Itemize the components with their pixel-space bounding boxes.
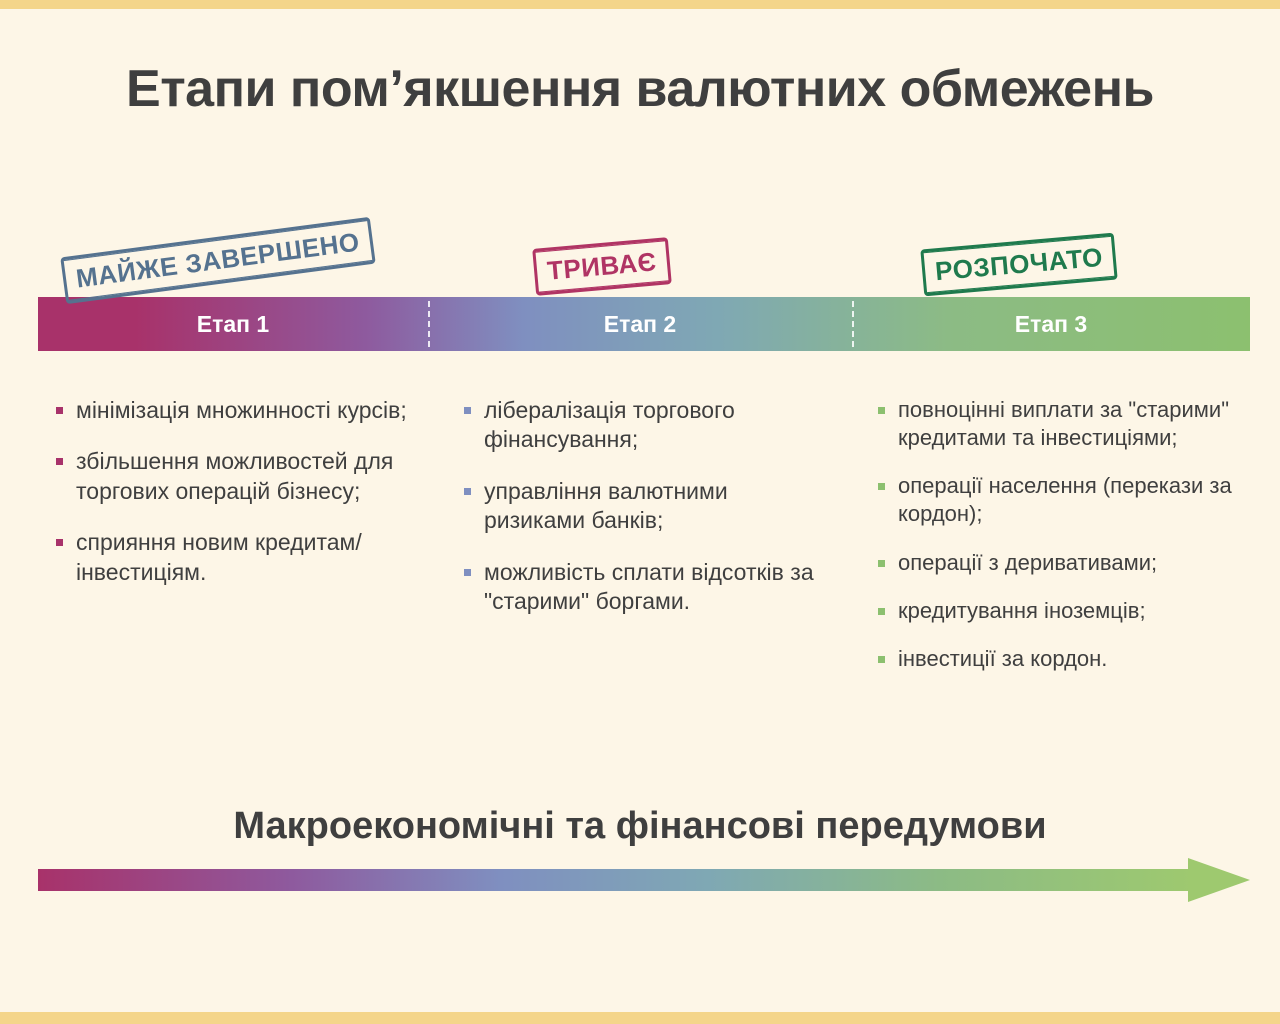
list-item: операції з деривативами; [872,549,1254,577]
bottom-decorative-band [0,1012,1280,1024]
stage-1-column [50,396,410,609]
list-item: управління валютними ризиками банків; [458,477,830,536]
status-badge-stage-1-label: МАЙЖЕ ЗАВЕРШЕНО [64,220,372,301]
status-badge-stage-1 [60,217,375,304]
list-item: збільшення можливостей для торгових операцій бізнесу; [50,447,410,506]
list-item: мінімізація множинності курсів; [50,396,410,425]
list-item: кредитування іноземців; [872,597,1254,625]
stage-label-1: Етап 1 [196,311,270,337]
stage-2-list [458,396,830,617]
stage-divider-1 [428,301,430,347]
list-item: операції населення (перекази за кордон); [872,472,1254,528]
list-item: сприяння новим кредитам/інвестиціям. [50,528,410,587]
stage-1-list [50,396,410,587]
list-item: можливість сплати відсотків за "старими" боргами. [458,558,830,617]
list-item: лібералізація торгового фінансування; [458,396,830,455]
arrow-shaft [38,869,1193,891]
status-badge-stage-3 [920,233,1117,297]
status-badge-stage-2-label: ТРИВАЄ [535,240,668,292]
list-item: повноцінні виплати за "старими" кредитами та інвестиціями; [872,396,1254,452]
stage-3-list [872,396,1254,673]
stage-label-3: Етап 3 [1014,311,1088,337]
page-title: Етапи пом’якшення валютних обмежень [126,60,1154,118]
top-decorative-band [0,0,1280,9]
arrow-head-icon [1188,858,1250,902]
stage-gradient-bar [38,297,1250,351]
footer-title: Макроекономічні та фінансові передумови [233,805,1047,847]
status-badge-stage-2 [532,237,671,296]
status-badge-stage-3-label: РОЗПОЧАТО [924,236,1115,293]
stage-2-column [458,396,830,639]
stage-divider-2 [852,301,854,347]
list-item: інвестиції за кордон. [872,645,1254,673]
progress-arrow [38,858,1250,902]
stage-3-column [872,396,1254,693]
stage-label-2: Етап 2 [603,311,677,337]
